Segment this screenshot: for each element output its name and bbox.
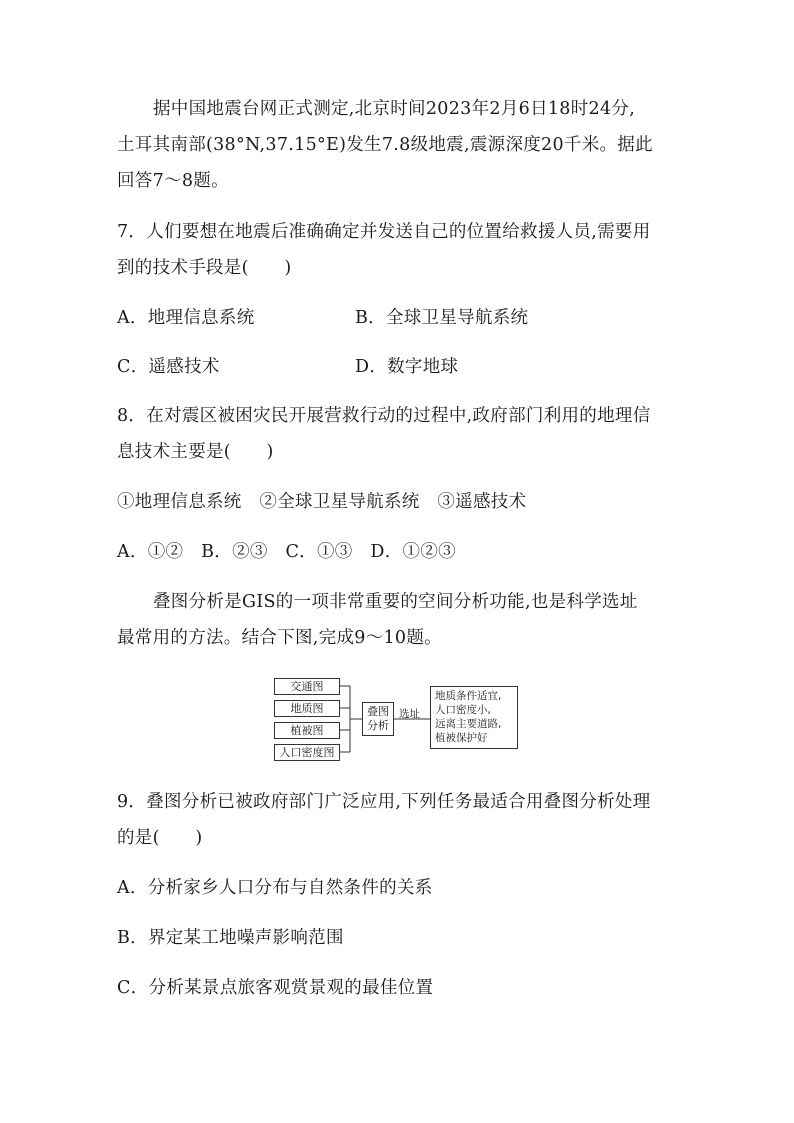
q9-stem-line1: 9．叠图分析已被政府部门广泛应用,下列任务最适合用叠图分析处理 bbox=[117, 792, 651, 812]
source-box-vegetation: 植被图 bbox=[274, 722, 340, 739]
q7-stem-line2: 到的技术手段是( ) bbox=[117, 258, 292, 278]
source-box-geology: 地质图 bbox=[274, 700, 340, 717]
intro2-line2: 最常用的方法。结合下图,完成9～10题。 bbox=[117, 628, 442, 648]
result-line3: 远离主要道路, bbox=[435, 718, 502, 730]
q9-stem-line2: 的是( ) bbox=[117, 828, 203, 848]
source-box-traffic: 交通图 bbox=[274, 678, 340, 695]
result-line4: 植被保护好 bbox=[435, 732, 488, 744]
q7-option-b: B．全球卫星导航系统 bbox=[355, 308, 529, 328]
q7-stem-line1: 7．人们要想在地震后准确确定并发送自己的位置给救援人员,需要用 bbox=[117, 222, 651, 242]
q7-option-c: C．遥感技术 bbox=[117, 357, 220, 377]
q7-option-d: D．数字地球 bbox=[355, 357, 459, 377]
arrow-label: 选址 bbox=[399, 708, 420, 720]
intro2-line1: 叠图分析是GIS的一项非常重要的空间分析功能,也是科学选址 bbox=[153, 592, 638, 612]
q9-option-b: B．界定某工地噪声影响范围 bbox=[117, 928, 344, 948]
middle-line1: 叠图 bbox=[367, 705, 389, 718]
intro1-line1: 据中国地震台网正式测定,北京时间2023年2月6日18时24分, bbox=[153, 99, 636, 119]
overlay-analysis-diagram bbox=[272, 676, 524, 764]
result-box bbox=[430, 686, 518, 749]
q9-option-a: A．分析家乡人口分布与自然条件的关系 bbox=[117, 878, 433, 898]
source-box-population: 人口密度图 bbox=[274, 744, 340, 761]
q8-items: ①地理信息系统 ②全球卫星导航系统 ③遥感技术 bbox=[117, 492, 527, 512]
q8-stem-line2: 息技术主要是( ) bbox=[117, 442, 274, 462]
q7-option-a: A．地理信息系统 bbox=[117, 308, 255, 328]
result-line2: 人口密度小, bbox=[435, 704, 491, 716]
q8-stem-line1: 8．在对震区被困灾民开展营救行动的过程中,政府部门利用的地理信 bbox=[117, 406, 651, 426]
result-line1: 地质条件适宜, bbox=[435, 690, 502, 702]
intro1-line3: 回答7～8题。 bbox=[117, 171, 229, 191]
middle-line2: 分析 bbox=[367, 719, 389, 732]
intro1-line2: 土耳其南部(38°N,37.15°E)发生7.8级地震,震源深度20千米。据此 bbox=[117, 135, 653, 155]
q9-option-c: C．分析某景点旅客观赏景观的最佳位置 bbox=[117, 978, 434, 998]
overlay-analysis-box bbox=[362, 702, 394, 736]
q8-options: A．①② B．②③ C．①③ D．①②③ bbox=[117, 542, 456, 562]
